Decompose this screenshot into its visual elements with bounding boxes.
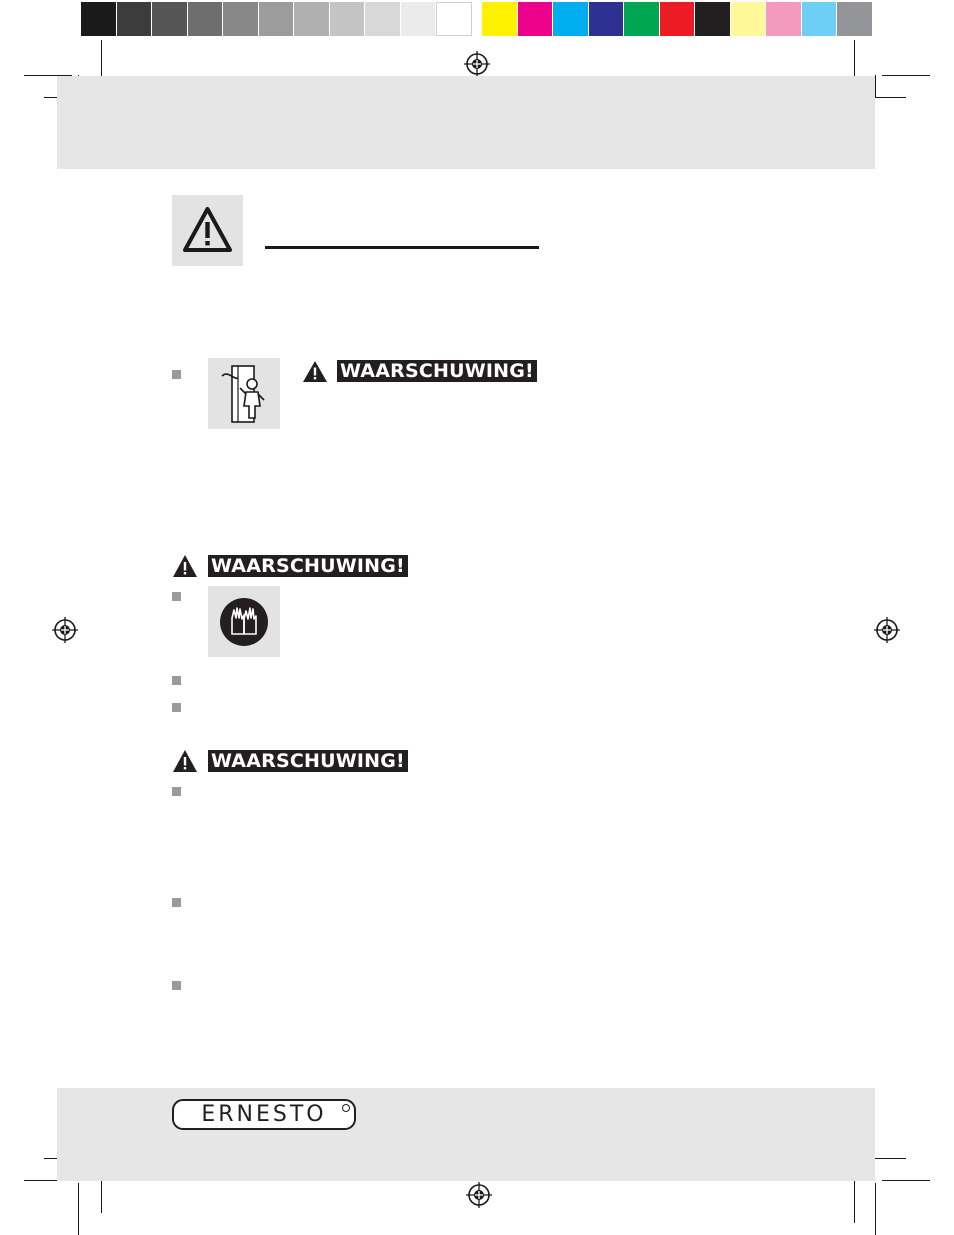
color-swatch (660, 2, 696, 36)
color-swatch (624, 2, 660, 36)
list-bullet (172, 676, 181, 685)
registration-mark-icon (51, 616, 79, 644)
heading-rule (265, 246, 539, 249)
registration-mark-icon (873, 616, 901, 644)
color-swatch (482, 2, 518, 36)
gray-swatch (223, 2, 259, 36)
brand-logo (172, 1099, 356, 1130)
list-bullet (172, 703, 181, 712)
list-bullet (172, 370, 181, 379)
child-hazard-icon (208, 358, 280, 429)
color-swatch (837, 2, 873, 36)
protective-gloves-icon (208, 586, 280, 657)
gray-swatch (436, 2, 472, 36)
gray-swatch (365, 2, 401, 36)
brand-logo-text: ERNESTO (201, 1102, 327, 1127)
footer-band (57, 1088, 875, 1181)
gray-swatch (294, 2, 330, 36)
color-swatch (518, 2, 554, 36)
caution-icon-box (172, 195, 243, 266)
warning-label: WAARSCHUWING! (337, 360, 537, 382)
registered-mark (342, 1104, 350, 1112)
color-swatch (766, 2, 802, 36)
color-swatch (731, 2, 767, 36)
color-swatch (695, 2, 731, 36)
gloves-pictogram-box (208, 586, 280, 657)
registration-mark-icon (465, 1181, 493, 1209)
warning-label: WAARSCHUWING! (208, 555, 408, 577)
list-bullet (172, 981, 181, 990)
list-bullet (172, 898, 181, 907)
gray-swatch (401, 2, 437, 36)
gray-swatch (152, 2, 188, 36)
gray-swatch (259, 2, 295, 36)
gray-swatch (117, 2, 153, 36)
warning-triangle-icon (172, 195, 243, 266)
warning-triangle-icon (172, 749, 198, 773)
gray-swatch (81, 2, 117, 36)
warning-label: WAARSCHUWING! (208, 750, 408, 772)
child-pictogram-box (208, 358, 280, 429)
color-swatch (553, 2, 589, 36)
list-bullet (172, 592, 181, 601)
printer-color-bar (79, 0, 875, 38)
color-swatch (589, 2, 625, 36)
header-band (57, 76, 875, 169)
color-swatch (802, 2, 838, 36)
warning-triangle-icon (302, 360, 328, 383)
warning-triangle-icon (172, 554, 198, 578)
gray-swatch (188, 2, 224, 36)
list-bullet (172, 787, 181, 796)
gray-swatch (330, 2, 366, 36)
registration-mark-icon (463, 50, 491, 78)
